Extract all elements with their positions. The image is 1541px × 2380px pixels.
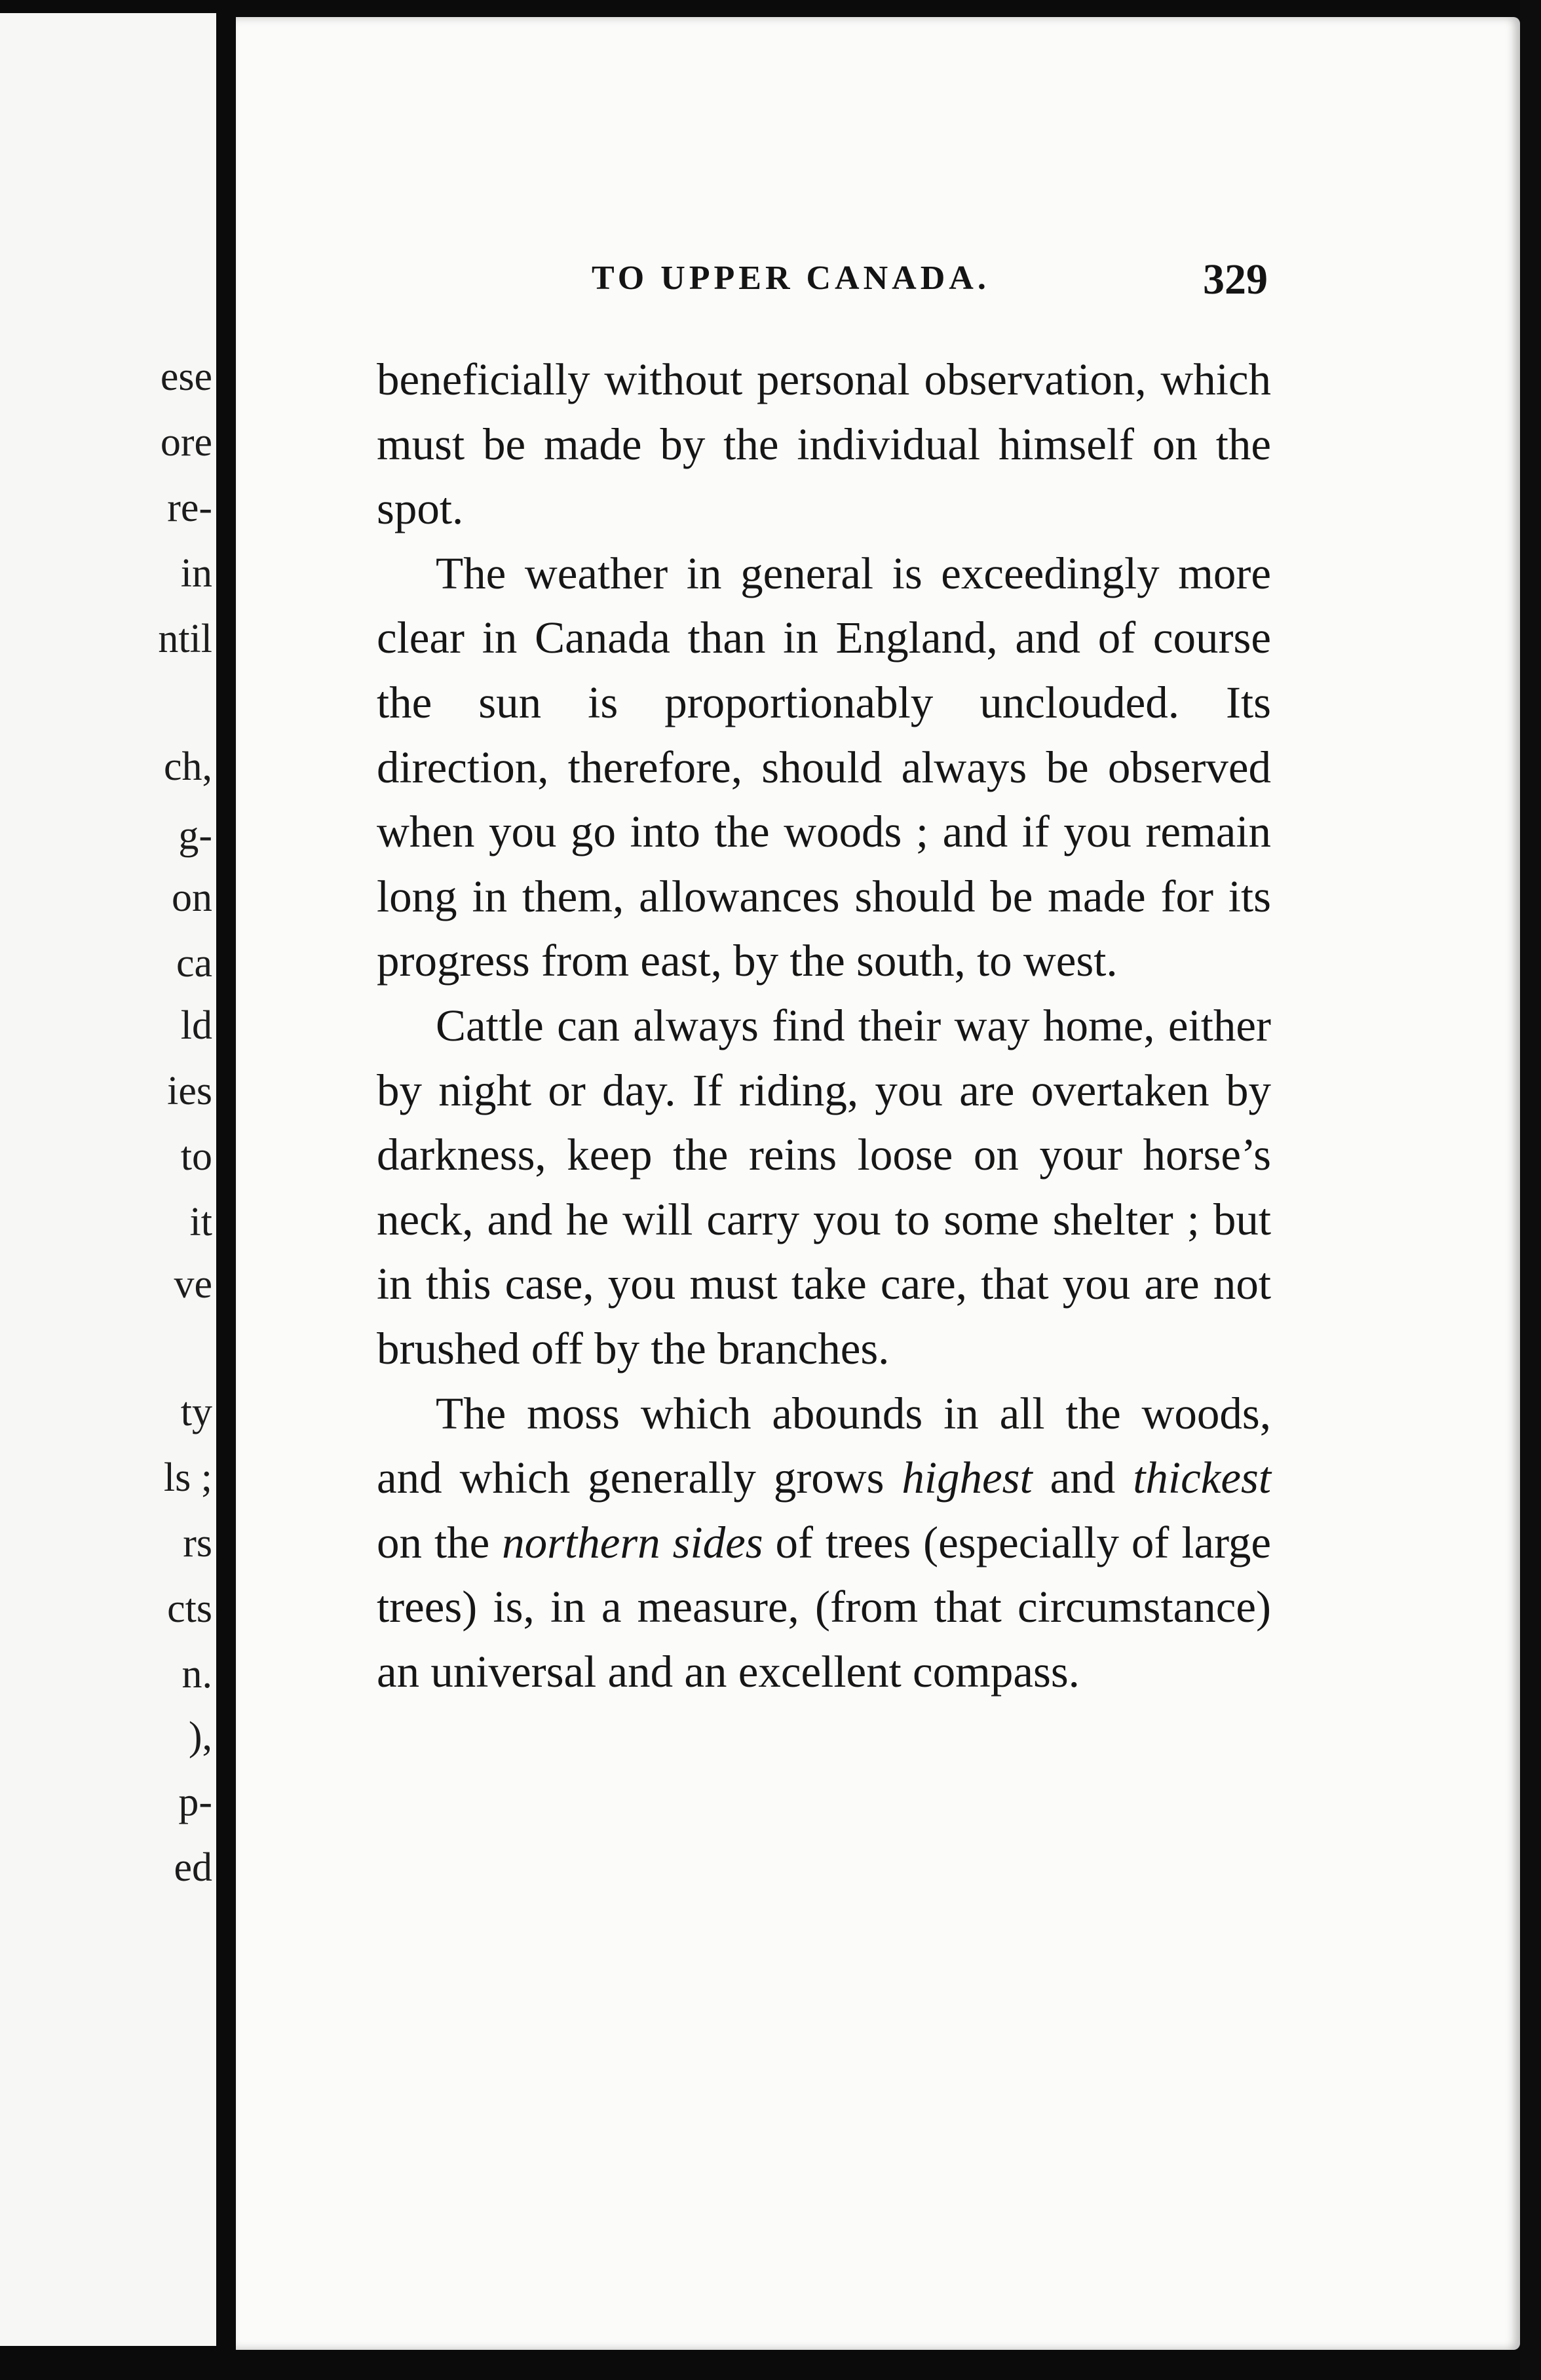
page-edge-shadow <box>1520 0 1541 2380</box>
facing-line-fragment: ies <box>167 1069 212 1113</box>
facing-line-fragment: ve <box>174 1262 212 1307</box>
page-number: 329 <box>1203 256 1268 303</box>
facing-line-fragment: ty <box>180 1390 212 1434</box>
running-title: TO UPPER CANADA. <box>592 259 990 297</box>
facing-line-fragment: on <box>172 875 212 920</box>
italic-text: thickest <box>1133 1453 1271 1503</box>
facing-line-fragment: ed <box>174 1845 212 1890</box>
facing-page <box>0 13 216 2346</box>
facing-line-fragment: g- <box>178 813 212 858</box>
italic-text: northern sides <box>502 1517 763 1567</box>
facing-line-fragment: ls ; <box>163 1455 212 1500</box>
running-header <box>351 256 1268 311</box>
paragraph: The weather in general is exceedingly more clear in Canada than in England, and of course the sun is proportionably unclouded. Its direction, therefore, should always be observed when you go into the woods ; and if you remain long in them, allowances should be made for its progress from east, by the south, to west. <box>377 548 1271 986</box>
text-run: The moss which abounds in all the woods, and which generally grows <box>377 1388 1271 1503</box>
paragraph: beneficially without personal observation, which must be made by the individual himself on the spot. <box>377 355 1271 534</box>
facing-line-fragment: to <box>180 1134 212 1179</box>
book-gutter <box>216 0 236 2380</box>
facing-line-fragment: ca <box>176 941 212 986</box>
facing-line-fragment: in <box>180 551 212 596</box>
text-run: of trees (especially of large trees) is, in a measure, (from that circumstance) an universal and an excellent compass. <box>377 1517 1271 1697</box>
facing-line-fragment: re- <box>167 486 212 530</box>
facing-line-fragment: cts <box>167 1586 212 1631</box>
text-run: on the <box>377 1517 503 1567</box>
text-run: and <box>1032 1453 1133 1503</box>
facing-line-fragment: n. <box>181 1652 212 1697</box>
facing-line-fragment: ch, <box>163 744 212 789</box>
paragraph <box>377 1381 1271 1704</box>
facing-line-fragment: ore <box>160 420 212 465</box>
facing-line-fragment: p- <box>178 1780 212 1824</box>
body-text <box>377 347 1271 1704</box>
facing-line-fragment: ese <box>160 355 212 399</box>
facing-line-fragment: ld <box>180 1003 212 1048</box>
facing-line-fragment: it <box>189 1200 212 1244</box>
paragraph: Cattle can always find their way home, either by night or day. If riding, you are overtaken by darkness, keep the reins loose on your horse’s neck, and he will carry you to some shelter ; but in this case, you must take care, that you are not brushed off by the branches. <box>377 1000 1271 1373</box>
facing-line-fragment: ), <box>188 1714 212 1759</box>
italic-text: highest <box>902 1453 1033 1503</box>
facing-line-fragment: ntil <box>158 617 212 661</box>
facing-line-fragment: rs <box>183 1521 212 1565</box>
